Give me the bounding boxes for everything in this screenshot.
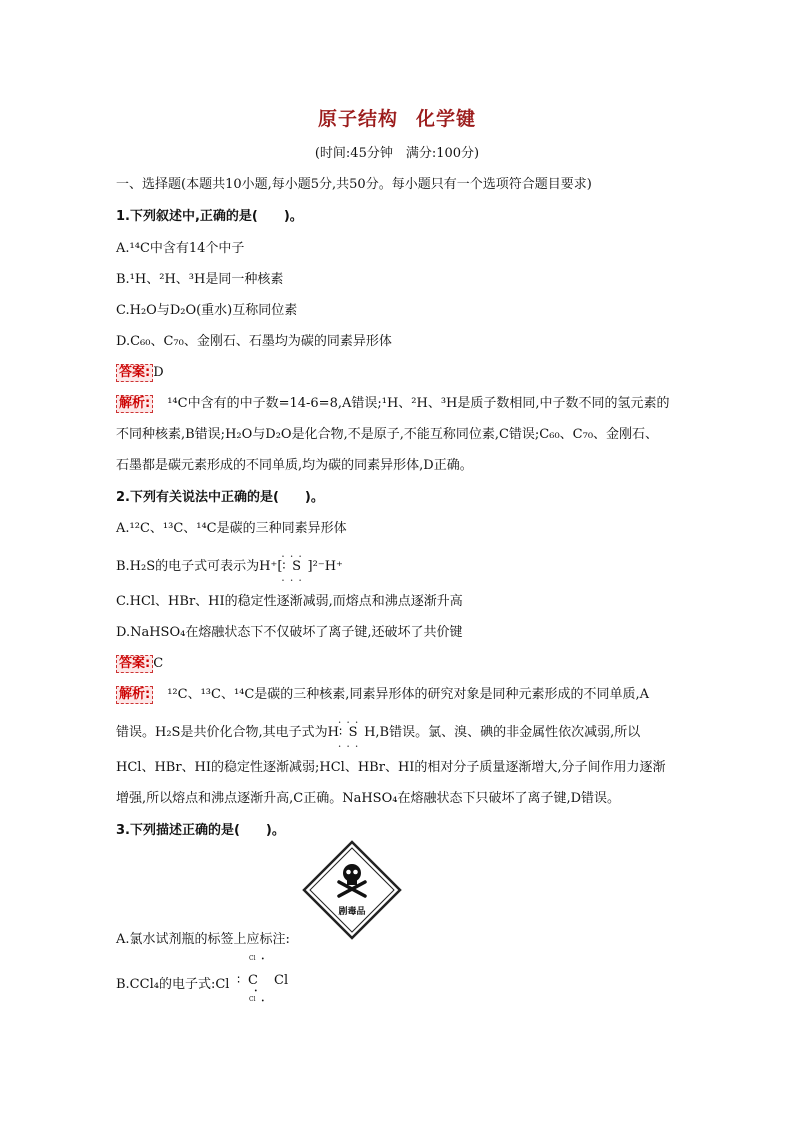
q2-analysis-line-4: 增强,所以熔点和沸点逐渐升高,C正确。NaHSO₄在熔融状态下只破坏了离子键,D错误。 [116, 791, 621, 806]
q2-analysis-line-1 [116, 686, 649, 704]
ccl4-center-c: C [248, 973, 258, 988]
q2-analysis-text-1: ¹²C、¹³C、¹⁴C是碳的三种核素,同素异形体的研究对象是同种元素形成的不同单质,A [167, 687, 649, 702]
q1-option-b: B.¹H、²H、³H是同一种核素 [116, 272, 284, 287]
skull-crossbones-icon [302, 840, 402, 940]
q2-analysis-2-suffix: H,B错误。氯、溴、碘的非金属性依次减弱,所以 [364, 725, 641, 740]
toxic-warning-sign [302, 840, 402, 940]
q2-stem: 2.下列有关说法中正确的是( )。 [116, 490, 324, 505]
q2-answer [116, 655, 163, 673]
q2-answer-value: C [153, 656, 164, 671]
q1-option-c: C.H₂O与D₂O(重水)互称同位素 [116, 303, 298, 318]
q1-option-d: D.C₆₀、C₇₀、金刚石、石墨均为碳的同素异形体 [116, 334, 392, 349]
title-part-1: 原子结构 [317, 108, 398, 130]
q2-option-b-suffix: ]²⁻H⁺ [307, 559, 343, 574]
q3-option-b: B.CCl₄的电子式:Cl ∶ Cl • C Cl • Cl • [116, 955, 289, 1005]
q3-option-a: A.氯水试剂瓶的标签上应标注: [116, 932, 290, 947]
answer-tag: 答案: [116, 655, 153, 673]
q3-stem: 3.下列描述正确的是( )。 [116, 823, 285, 838]
analysis-tag: 解析: [116, 686, 153, 704]
q1-analysis-line-2: 不同种核素,B错误;H₂O与D₂O是化合物,不是原子,不能互称同位素,C错误;C₆₀、C₇₀、金刚石、 [116, 427, 659, 442]
q1-analysis-line-1 [116, 395, 670, 413]
q2-option-a: A.¹²C、¹³C、¹⁴C是碳的三种同素异形体 [116, 521, 347, 536]
q3-option-b-prefix: B.CCl₄的电子式:Cl [116, 977, 230, 992]
ccl4-top-cl: Cl [249, 955, 256, 962]
answer-tag: 答案: [116, 364, 153, 382]
q2-option-d: D.NaHSO₄在熔融状态下不仅破坏了离子键,还破坏了共价键 [116, 625, 463, 640]
ccl4-right-cl: Cl [274, 973, 289, 988]
page-title [0, 104, 794, 131]
q2-option-b: B.H₂S的电子式可表示为H⁺[∶• • • S • • • ]²⁻H⁺ [116, 557, 343, 576]
q1-analysis-text-1: ¹⁴C中含有的中子数=14-6=8,A错误;¹H、²H、³H是质子数相同,中子数不同的氢元素的 [167, 396, 670, 411]
q2-option-b-prefix: B.H₂S的电子式可表示为H⁺[ [116, 559, 283, 574]
ccl4-bottom-cl: Cl [249, 996, 256, 1003]
q2-analysis-line-2: 错误。H₂S是共价化合物,其电子式为H∶• • • S • • • H,B错误。氯、溴、碘的非金属性依次减弱,所以 [116, 723, 640, 742]
exam-subtitle: (时间:45分钟 满分:100分) [314, 146, 480, 161]
q1-option-a: A.¹⁴C中含有14个中子 [116, 241, 245, 256]
section-header: 一、选择题(本题共10小题,每小题5分,共50分。每小题只有一个选项符合题目要求) [116, 177, 592, 192]
q2-analysis-electron-dots: • • • S • • • [342, 724, 364, 742]
analysis-tag: 解析: [116, 395, 153, 413]
q1-stem: 1.下列叙述中,正确的是( )。 [116, 209, 303, 224]
q1-answer-value: D [153, 365, 164, 380]
sign-label: 剧毒品 [338, 907, 366, 917]
q2-analysis-line-3: HCl、HBr、HI的稳定性逐渐减弱;HCl、HBr、HI的相对分子质量逐渐增大,分子间作用力逐渐 [116, 760, 666, 775]
q2-electron-dots: • • • S • • • [286, 558, 308, 576]
q1-analysis-line-3: 石墨都是碳元素形成的不同单质,均为碳的同素异形体,D正确。 [116, 458, 473, 473]
q2-analysis-2-prefix: 错误。H₂S是共价化合物,其电子式为H [116, 725, 339, 740]
title-part-2: 化学键 [416, 108, 477, 130]
q2-option-c: C.HCl、HBr、HI的稳定性逐渐减弱,而熔点和沸点逐渐升高 [116, 594, 463, 609]
q1-answer [116, 364, 164, 382]
